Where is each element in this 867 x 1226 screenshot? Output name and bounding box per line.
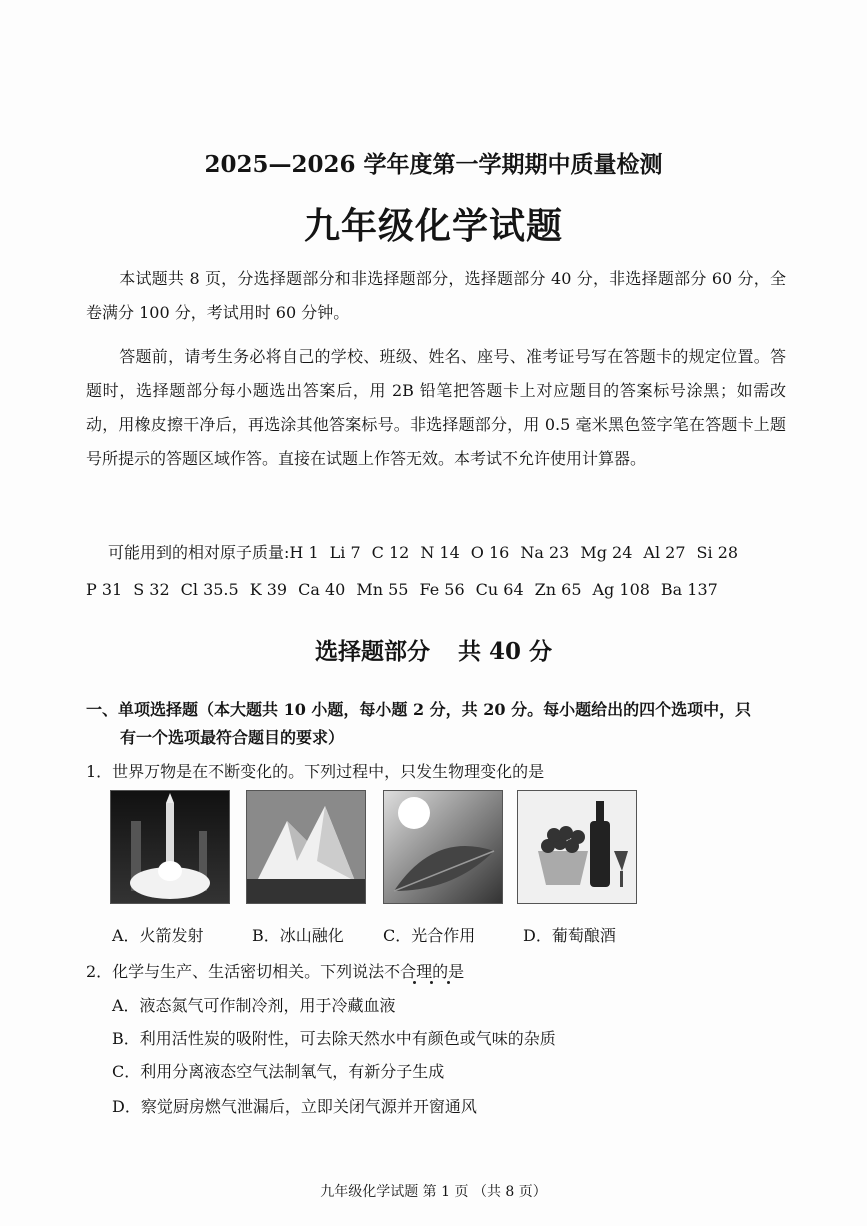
question-1-stem: 1．世界万物是在不断变化的。下列过程中，只发生物理变化的是 [86,762,545,781]
part1-heading-cont: 有一个选项最符合题目的要求） [120,728,345,747]
q2-option-d: D．察觉厨房燃气泄漏后，立即关闭气源并开窗通风 [112,1097,477,1116]
emphasis-dot [430,981,433,984]
mass-item: Si 28 [696,543,739,562]
section-score: 共 40 分 [457,638,553,665]
question-2-stem: 2．化学与生产、生活密切相关。下列说法不合理的是 [86,962,465,981]
mass-item: Zn 65 [534,580,582,599]
section-title [0,633,867,666]
mass-item: S 32 [133,580,170,599]
q1-option-d: D．葡萄酿酒 [523,926,616,945]
emphasis-dot [447,981,450,984]
mass-item: Cu 64 [475,580,524,599]
leaf-icon [384,791,502,903]
mass-item: Ba 137 [660,580,718,599]
page-footer: 九年级化学试题 第 1 页 （共 8 页） [320,1184,547,1200]
mass-item: Na 23 [520,543,570,562]
intro-paragraph-2: 答题前，请考生务必将自己的学校、班级、姓名、座号、准考证号写在答题卡的规定位置。答题时，选择题部分每小题选出答案后，用 2B 铅笔把答题卡上对应题目的答案标号涂黑；如需改动，用橡皮擦干净后，再选涂其他答案标号。非选择题部分，用 0.5 毫米黑色签字笔在答题卡上题号所提示的答题区域作答。直接在试题上作答无效。本考试不允许使用计算器。 [86,347,786,468]
grapes-bottle-icon [518,791,636,903]
mass-item: Mn 55 [356,580,409,599]
section-name: 选择题部分 [314,638,430,665]
q1-option-b: B．冰山融化 [252,926,344,945]
atomic-mass-line-1 [86,540,749,563]
q2-option-a: A．液态氮气可作制冷剂，用于冷藏血液 [112,996,396,1015]
emphasis-dot [413,981,416,984]
rocket-launch-icon [111,791,229,903]
mass-item: H 1 [289,543,319,562]
mass-item: P 31 [86,580,123,599]
iceberg-photo [246,790,366,904]
mass-item: Mg 24 [580,543,633,562]
exam-title: 九年级化学试题 [303,205,563,247]
mass-item: Cl 35.5 [180,580,239,599]
mass-item: C 12 [371,543,410,562]
q1-option-a: A．火箭发射 [112,926,204,945]
iceberg-icon [247,791,365,903]
mass-item: Ag 108 [592,580,650,599]
atomic-mass-line-2 [86,580,729,599]
grape-wine-photo [517,790,637,904]
mass-item: Ca 40 [298,580,346,599]
q2-option-c: C．利用分离液态空气法制氧气，有新分子生成 [112,1062,445,1081]
mass-item: Fe 56 [419,580,465,599]
intro-paragraph-1: 本试题共 8 页，分选择题部分和非选择题部分，选择题部分 40 分，非选择题部分 60 分，全卷满分 100 分，考试用时 60 分钟。 [86,269,786,322]
mass-item: Li 7 [329,543,361,562]
rocket-launch-photo [110,790,230,904]
atomic-mass-label: 可能用到的相对原子质量: [108,543,290,562]
photosynthesis-photo [383,790,503,904]
part1-heading: 一、单项选择题（本大题共 10 小题，每小题 2 分，共 20 分。每小题给出的四个选项中，只 [86,700,752,719]
mass-item: Al 27 [643,543,686,562]
mass-item: N 14 [420,543,460,562]
mass-item: O 16 [470,543,510,562]
exam-header: 2025—2026 学年度第一学期期中质量检测 [204,151,663,178]
q1-option-c: C．光合作用 [383,926,476,945]
mass-item: K 39 [249,580,288,599]
q2-option-b: B．利用活性炭的吸附性，可去除天然水中有颜色或气味的杂质 [112,1029,556,1048]
